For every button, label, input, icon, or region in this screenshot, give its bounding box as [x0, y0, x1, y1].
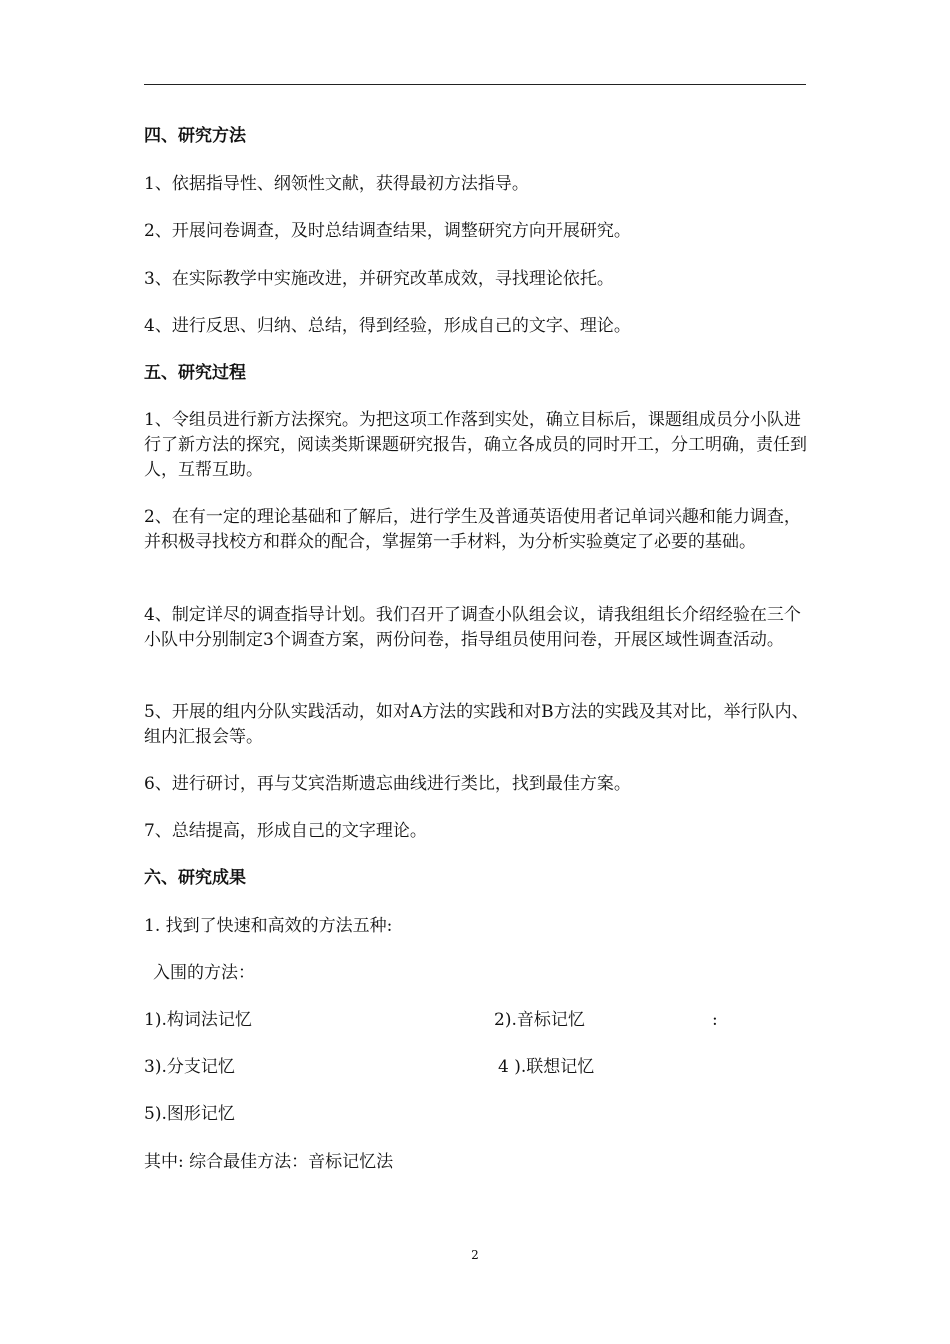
process-item-2: 2、在有一定的理论基础和了解后，进行学生及普通英语使用者记单词兴趣和能力调查，并积极寻找校方和群众的配合，掌握第一手材料，为分析实验奠定了必要的基础。 — [144, 507, 801, 552]
process-item-5: 5、开展的组内分队实践活动，如对A方法的实践和对B方法的实践及其对比，举行队内、组内汇报会等。 — [144, 702, 809, 747]
results-shortlist-label: 入围的方法： — [153, 963, 255, 983]
method-item-3: 3、在实际教学中实施改进，并研究改革成效，寻找理论依托。 — [144, 269, 614, 289]
method-option-1: 1).构词法记忆 — [144, 1010, 252, 1030]
method-option-3: 3).分支记忆 — [144, 1057, 235, 1077]
stray-colon: : — [712, 1010, 718, 1030]
process-item-6: 6、进行研讨，再与艾宾浩斯遗忘曲线进行类比，找到最佳方案。 — [144, 774, 631, 794]
method-item-1: 1、依据指导性、纲领性文献，获得最初方法指导。 — [144, 174, 529, 194]
process-item-4: 4、制定详尽的调查指导计划。我们召开了调查小队组会议，请我组组长介绍经验在三个小队中分别制定3个调查方案，两份问卷，指导组员使用问卷，开展区域性调查活动。 — [144, 605, 801, 650]
method-option-2: 2).音标记忆 — [494, 1010, 585, 1030]
method-item-2: 2、开展问卷调查，及时总结调查结果，调整研究方向开展研究。 — [144, 221, 631, 241]
process-item-1: 1、令组员进行新方法探究。为把这项工作落到实处，确立目标后，课题组成员分小队进行了新方法的探究，阅读类斯课题研究报告，确立各成员的同时开工，分工明确，责任到人，互帮互助。 — [144, 410, 807, 480]
heading-research-process: 五、研究过程 — [144, 363, 246, 383]
heading-research-methods: 四、研究方法 — [144, 126, 246, 146]
method-option-5: 5).图形记忆 — [144, 1104, 235, 1124]
header-rule — [144, 84, 806, 85]
method-item-4: 4、进行反思、归纳、总结，得到经验，形成自己的文字、理论。 — [144, 316, 631, 336]
process-item-7: 7、总结提高，形成自己的文字理论。 — [144, 821, 427, 841]
best-method-summary: 其中: 综合最佳方法：音标记忆法 — [144, 1152, 394, 1172]
heading-research-results: 六、研究成果 — [144, 868, 246, 888]
method-option-4: 4 ).联想记忆 — [498, 1057, 595, 1077]
page-number: 2 — [471, 1248, 479, 1262]
results-found-methods: 1. 找到了快速和高效的方法五种: — [144, 916, 393, 936]
